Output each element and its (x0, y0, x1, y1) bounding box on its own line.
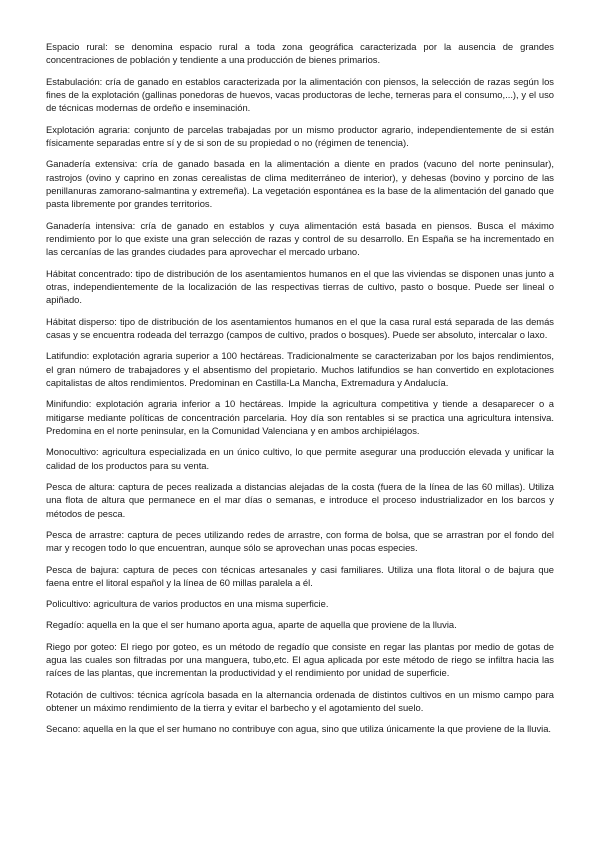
glossary-definition: cría de ganado en establos y cuya alimentación está basada en piensos. Busca el máximo rendimiento por lo que existe una gran selección de razas y control de su desarrollo. En España se ha incrementado en las cercanías de las grandes ciudades para aprovechar el mercado urbano. (46, 219, 555, 258)
glossary-term: Pesca de bajura: (46, 563, 120, 575)
glossary-entry (46, 722, 554, 735)
glossary-definition: aquella en la que el ser humano aporta agua, aparte de aquella que proviene de la lluvia. (86, 619, 457, 631)
glossary-entry (46, 349, 554, 389)
glossary-entry (46, 480, 554, 520)
glossary-term: Ganadería extensiva: (46, 158, 138, 170)
glossary-term: Ganadería intensiva: (46, 219, 136, 231)
glossary-definition: conjunto de parcelas trabajadas por un mismo productor agrario, independientemente de si están físicamente separadas entre sí y de si son de su propiedad o no (régimen de tenencia). (46, 123, 554, 149)
glossary-definition: técnica agrícola basada en la alternancia ordenada de distintos cultivos en un mismo campo para obtener un máximo rendimiento de la tierra y evitar el barbecho y el agotamiento del suelo. (46, 688, 555, 713)
glossary-term: Pesca de altura: (46, 480, 116, 492)
glossary-term: Regadío: (46, 619, 85, 631)
glossary-definition: aquella en la que el ser humano no contribuye con agua, sino que utiliza únicamente la que proviene de la lluvia. (83, 723, 552, 735)
glossary-term: Pesca de arrastre: (46, 528, 125, 540)
glossary-definition: tipo de distribución de los asentamientos humanos en el que la casa rural está separada de las demás casas y se encuentra rodeada del terrazgo (campos de cultivo, prados o bosques). Puede ser absoluto, intercalar o laxo. (46, 315, 554, 341)
glossary-term: Hábitat disperso: (46, 315, 117, 327)
glossary-term: Hábitat concentrado: (46, 267, 133, 279)
glossary-term: Estabulación: (46, 75, 103, 87)
glossary-entry (46, 75, 554, 115)
glossary-term: Monocultivo: (46, 446, 99, 458)
glossary-list (46, 40, 554, 736)
glossary-entry (46, 267, 554, 307)
glossary-entry (46, 397, 554, 437)
glossary-term: Minifundio: (46, 398, 92, 410)
glossary-term: Espacio rural: (46, 41, 108, 52)
glossary-definition: agricultura de varios productos en una misma superficie. (93, 598, 329, 610)
glossary-entry (46, 528, 554, 555)
glossary-entry (46, 123, 554, 150)
glossary-entry (46, 445, 554, 472)
glossary-definition: El riego por goteo, es un método de regadío que consiste en regar las plantas por medio de gotas de agua las cuales son filtradas por una manguera, tubo,etc. El agua aplicada por este método de riego se infiltra hacia las raíces de las plantas, que incrementan la productividad y el rendimiento por unidad de superficie. (46, 640, 554, 679)
glossary-term: Policultivo: (46, 598, 91, 610)
glossary-term: Latifundio: (46, 350, 90, 362)
glossary-definition: cría de ganado en establos caracterizada por la alimentación con piensos, la selección de razas según los fines de la explotación (gallinas ponedoras de huevos, vacas productoras de leche, terneras para el consumo,...), y el uso de técnicas modernas de ordeño e inseminación. (46, 75, 554, 114)
glossary-entry (46, 40, 554, 67)
glossary-entry (46, 219, 554, 259)
glossary-entry (46, 618, 554, 631)
glossary-definition: se denomina espacio rural a toda zona geográfica caracterizada por la ausencia de grandes concentraciones de población y tendiente a una producción de bienes primarios. (46, 41, 554, 66)
glossary-entry (46, 597, 554, 610)
glossary-entry (46, 563, 554, 590)
glossary-term: Rotación de cultivos: (46, 688, 135, 700)
glossary-definition: cría de ganado basada en la alimentación a diente en prados (vacuno del norte peninsular), rastrojos (ovino y caprino en zonas cerealistas de clima mediterráneo de interior), y dehesas (bovino y porcino de las penillanuras zamorano-salmantina y extremeña). La vegetación espontánea es la base de la alimentación del ganado que pasta libremente por grandes territorios. (46, 158, 554, 210)
glossary-definition: captura de peces con técnicas artesanales y casi familiares. Utiliza una flota litoral o de bajura que faena entre el litoral español y la línea de 60 millas paralela a él. (46, 563, 555, 588)
glossary-entry (46, 315, 554, 342)
glossary-definition: captura de peces realizada a distancias alejadas de la costa (fuera de la línea de las 60 millas). Utiliza una flota de altura que permanece en el mar días o semanas, e introduce el proceso industrializador en los barcos y métodos de pesca. (46, 480, 554, 519)
glossary-definition: captura de peces utilizando redes de arrastre, con forma de bolsa, que se arrastran por el fondo del mar y recogen todo lo que encuentran, aunque sólo se aprovechan unas pocas especies. (46, 528, 554, 554)
glossary-definition: agricultura especializada en un único cultivo, lo que permite asegurar una producción elevada y unificar la calidad de los productos para su venta. (46, 446, 554, 471)
glossary-definition: tipo de distribución de los asentamientos humanos en el que las viviendas se disponen unas junto a otras, independientemente de la localización de las respectivas tierras de cultivo, pasto o bosque. Puede ser lineal o apiñado. (46, 267, 555, 306)
glossary-definition: explotación agraria superior a 100 hectáreas. Tradicionalmente se caracterizaban por los bajos rendimientos, el gran número de trabajadores y el absentismo del propietario. Muchos latifundios se han convertido en explotaciones capitalistas de altos rendimientos. Predominan en Castilla-La Mancha, Extremadura y Andalucía. (46, 350, 554, 389)
glossary-definition: explotación agraria inferior a 10 hectáreas. Impide la agricultura competitiva y tiende a desaparecer o a mitigarse mediante políticas de concentración parcelaria. Hoy día son rentables si se practica una agricultura intensiva. Predomina en el norte peninsular, en la Comunidad Valenciana y en ambos archipiélagos. (46, 398, 554, 437)
glossary-term: Secano: (46, 723, 81, 735)
glossary-entry (46, 640, 554, 680)
glossary-entry (46, 688, 554, 715)
glossary-term: Riego por goteo: (46, 640, 117, 652)
glossary-term: Explotación agraria: (46, 123, 131, 135)
glossary-entry (46, 157, 554, 211)
